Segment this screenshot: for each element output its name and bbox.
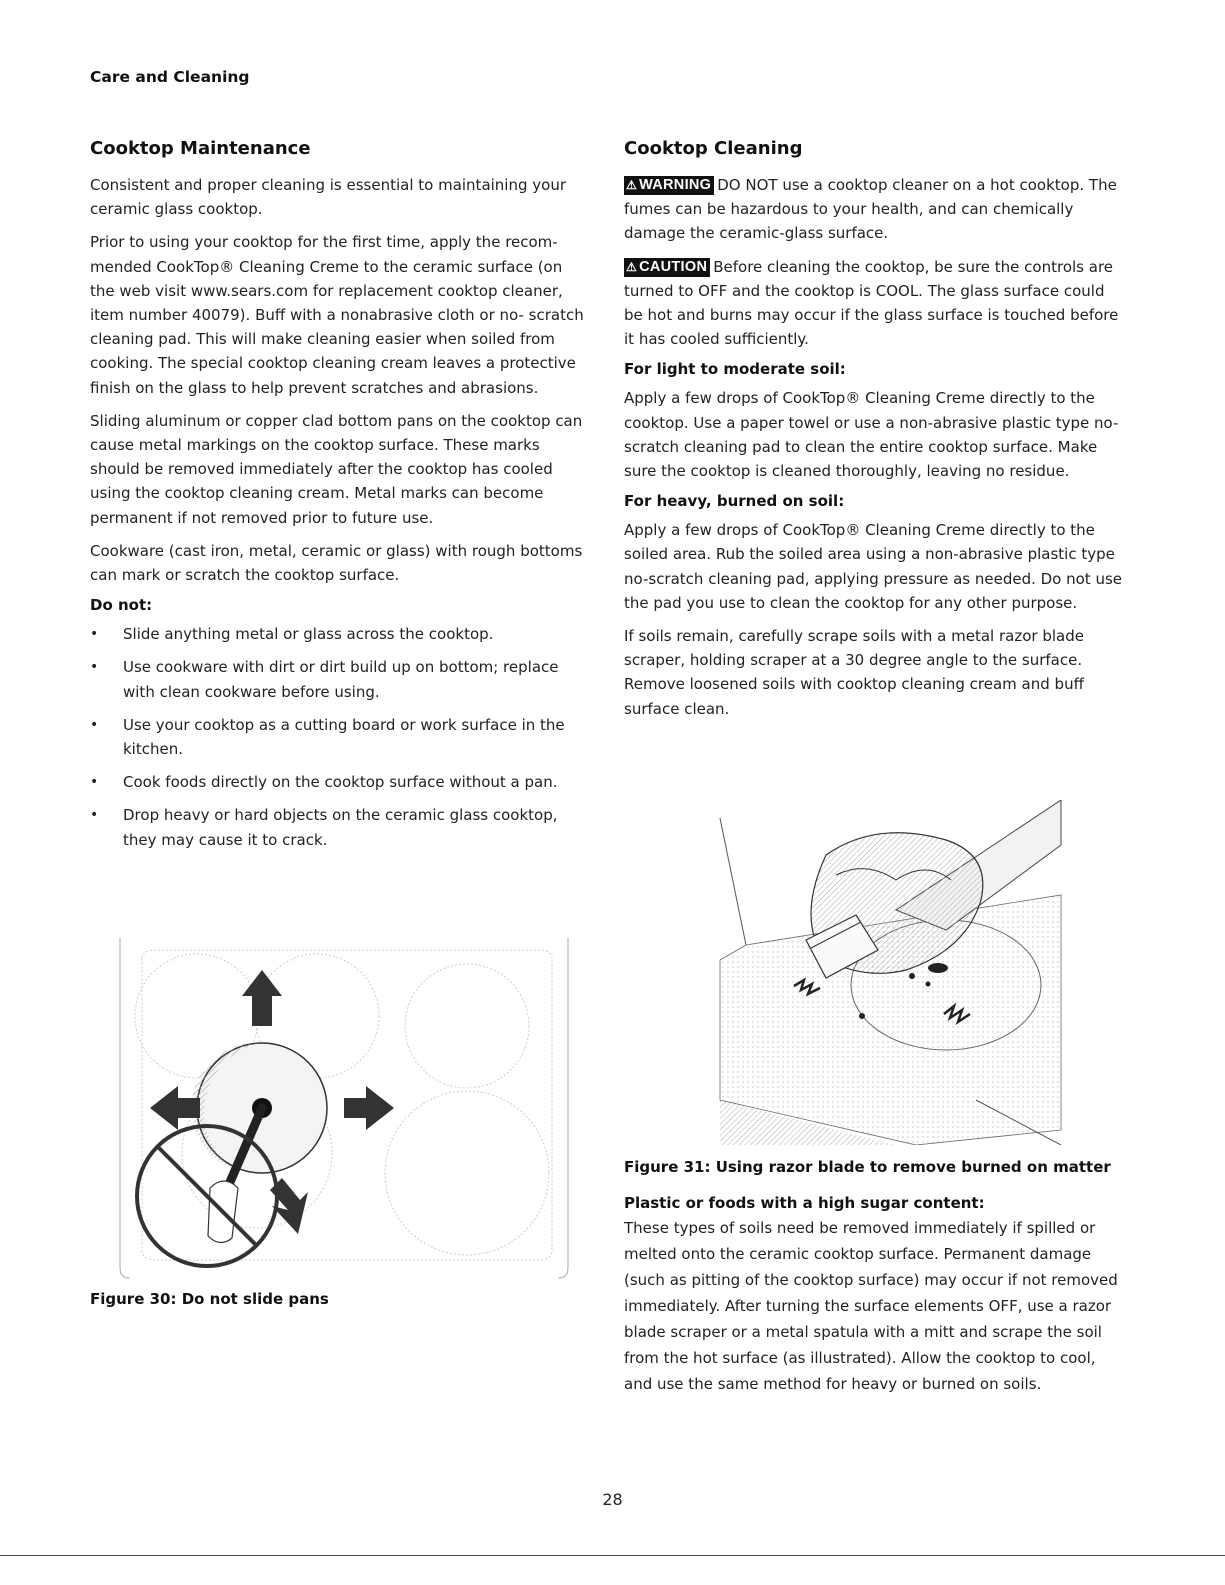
list-item: • Slide anything metal or glass across the cooktop. (90, 622, 590, 646)
heavy-soil-heading: For heavy, burned on soil: (624, 492, 845, 511)
plastic-sugar-text: These types of soils need be removed immediately if spilled or melted onto the ceramic cooktop surface. Permanent damage (such as pitting of the cooktop surface) may occur if not removed immediately. After turning the surface elements OFF, use a razor blade scraper or a metal spatula with a mitt and scrape the soil from the hot surface (as illustrated). Allow the cooktop to cool, and use the same method for heavy or burned on soils. (624, 1219, 1118, 1393)
heavy-soil-text-2: If soils remain, carefully scrape soils with a metal razor blade scraper, holding scraper at a 30 degree angle to the surface. Remove loosened soils with cooktop cleaning cream and buff surface clean. (624, 627, 1084, 718)
figure-31-illustration (716, 800, 1066, 1145)
caution-triangle-icon: ⚠ (626, 259, 638, 274)
light-soil-heading: For light to moderate soil: (624, 360, 846, 379)
warning-paragraph (624, 173, 1124, 246)
warning-text: DO NOT use a cooktop cleaner on a hot cooktop. The fumes can be hazardous to your health, and can chemically damage the ceramic-glass surface. (624, 176, 1117, 243)
paragraph-first-use: Prior to using your cooktop for the first time, apply the recom- mended CookTop® Cleaning Creme to the ceramic surface (on the web visit www.sears.com for replacement cooktop cleaner, item number 40079). Buff with a nonabrasive cloth or no- scratch cleaning pad. This will make cleaning easier when soiled from cooking. The special cooktop cleaning cream leaves a protective finish on the glass to help prevent scratches and abrasions. (90, 233, 584, 397)
list-item: • Use cookware with dirt or dirt build up on bottom; replace with clean cookware before using. (90, 655, 590, 703)
do-not-heading: Do not: (90, 596, 153, 615)
caution-text: Before cleaning the cooktop, be sure the controls are turned to OFF and the cooktop is COOL. The glass surface could be hot and burns may occur if the glass surface is touched before it has cooled sufficiently. (624, 257, 1119, 349)
cooktop-cleaning-title: Cooktop Cleaning (624, 138, 803, 159)
page-number: 28 (602, 1490, 623, 1509)
warning-badge: ⚠ WARNING (624, 176, 714, 195)
left-column (90, 138, 590, 861)
caution-paragraph (624, 255, 1124, 352)
figure-30-illustration (112, 938, 577, 1283)
figure-30-caption: Figure 30: Do not slide pans (90, 1290, 329, 1308)
page-bottom-divider (0, 1555, 1225, 1556)
cooktop-maintenance-title: Cooktop Maintenance (90, 138, 311, 159)
caution-badge: ⚠ CAUTION (624, 258, 710, 277)
right-column (624, 138, 1124, 730)
paragraph-intro: Consistent and proper cleaning is essential to maintaining your ceramic glass cooktop. (90, 176, 567, 219)
light-soil-text: Apply a few drops of CookTop® Cleaning Creme directly to the cooktop. Use a paper towel or use a non-abrasive plastic type no-scratch cleaning pad to clean the entire cooktop surface. Make sure the cooktop is cleaned thoroughly, leaving no residue. (624, 389, 1119, 481)
list-item: • Use your cooktop as a cutting board or work surface in the kitchen. (90, 713, 590, 761)
figure-31-caption: Figure 31: Using razor blade to remove burned on matter (624, 1158, 1111, 1176)
right-column-lower (624, 1194, 1124, 1406)
list-item: • Cook foods directly on the cooktop surface without a pan. (90, 770, 590, 794)
list-item: • Drop heavy or hard objects on the ceramic glass cooktop, they may cause it to crack. (90, 803, 590, 851)
section-header: Care and Cleaning (90, 68, 250, 86)
paragraph-cookware: Cookware (cast iron, metal, ceramic or glass) with rough bottoms can mark or scratch the cooktop surface. (90, 541, 583, 585)
paragraph-sliding-pans: Sliding aluminum or copper clad bottom pans on the cooktop can cause metal markings on the cooktop surface. These marks should be removed immediately after the cooktop has cooled using the cooktop cleaning cream. Metal marks can become permanent if not removed prior to future use. (90, 411, 583, 527)
do-not-list (90, 622, 590, 852)
warning-triangle-icon: ⚠ (626, 178, 638, 192)
plastic-sugar-heading: Plastic or foods with a high sugar content: (624, 1194, 985, 1212)
heavy-soil-text-1: Apply a few drops of CookTop® Cleaning Creme directly to the soiled area. Rub the soiled area using a non-abrasive plastic type no-scratch cleaning pad, applying pressure as needed. Do not use the pad you use to clean the cooktop for any other purpose. (624, 521, 1123, 612)
